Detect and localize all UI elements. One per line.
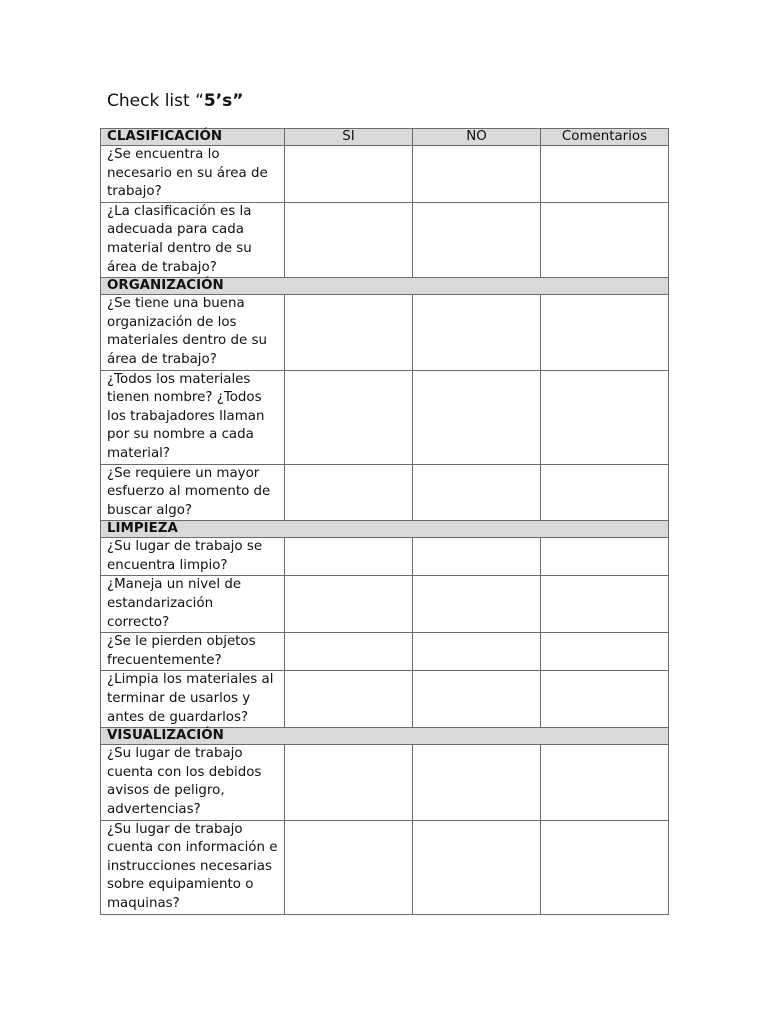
- page-title-bold: 5’s”: [203, 91, 244, 111]
- no-answer-cell[interactable]: [413, 633, 541, 671]
- section-label: LIMPIEZA: [101, 521, 669, 538]
- no-answer-cell[interactable]: [413, 576, 541, 633]
- comments-cell[interactable]: [541, 633, 669, 671]
- question-cell: ¿Su lugar de trabajo cuenta con información e instrucciones necesarias sobre equipamiento o maquinas?: [101, 820, 285, 914]
- no-answer-cell[interactable]: [413, 671, 541, 728]
- si-answer-cell[interactable]: [285, 146, 413, 203]
- comments-cell[interactable]: [541, 202, 669, 277]
- si-answer-cell[interactable]: [285, 820, 413, 914]
- table-row: [101, 202, 669, 277]
- table-row: [101, 820, 669, 914]
- table-row: [101, 671, 669, 728]
- section-label: CLASIFICACIÓN: [101, 129, 285, 146]
- si-answer-cell[interactable]: [285, 671, 413, 728]
- question-cell: ¿Maneja un nivel de estandarización correcto?: [101, 576, 285, 633]
- comments-cell[interactable]: [541, 576, 669, 633]
- comments-cell[interactable]: [541, 745, 669, 820]
- table-row: [101, 146, 669, 203]
- table-row: [101, 295, 669, 370]
- si-answer-cell[interactable]: [285, 202, 413, 277]
- comments-cell[interactable]: [541, 820, 669, 914]
- comments-cell[interactable]: [541, 370, 669, 464]
- comments-cell[interactable]: [541, 538, 669, 576]
- si-answer-cell[interactable]: [285, 633, 413, 671]
- si-answer-cell[interactable]: [285, 370, 413, 464]
- page-title: [107, 90, 243, 112]
- question-cell: ¿La clasificación es la adecuada para cada material dentro de su área de trabajo?: [101, 202, 285, 277]
- question-cell: ¿Limpia los materiales al terminar de usarlos y antes de guardarlos?: [101, 671, 285, 728]
- comments-cell[interactable]: [541, 295, 669, 370]
- question-cell: ¿Su lugar de trabajo cuenta con los debidos avisos de peligro, advertencias?: [101, 745, 285, 820]
- section-header-row: [101, 521, 669, 538]
- section-label: ORGANIZACIÓN: [101, 278, 669, 295]
- question-cell: ¿Todos los materiales tienen nombre? ¿Todos los trabajadores llaman por su nombre a cada material?: [101, 370, 285, 464]
- column-header-no: NO: [413, 129, 541, 146]
- question-cell: ¿Se requiere un mayor esfuerzo al momento de buscar algo?: [101, 464, 285, 521]
- table-row: [101, 576, 669, 633]
- question-cell: ¿Se encuentra lo necesario en su área de trabajo?: [101, 146, 285, 203]
- no-answer-cell[interactable]: [413, 538, 541, 576]
- no-answer-cell[interactable]: [413, 745, 541, 820]
- section-header-row: [101, 129, 669, 146]
- question-cell: ¿Su lugar de trabajo se encuentra limpio?: [101, 538, 285, 576]
- si-answer-cell[interactable]: [285, 538, 413, 576]
- no-answer-cell[interactable]: [413, 820, 541, 914]
- column-header-comments: Comentarios: [541, 129, 669, 146]
- no-answer-cell[interactable]: [413, 464, 541, 521]
- table-row: [101, 745, 669, 820]
- si-answer-cell[interactable]: [285, 295, 413, 370]
- table-row: [101, 538, 669, 576]
- table-row: [101, 633, 669, 671]
- page-title-prefix: Check list “: [107, 91, 204, 111]
- section-header-row: [101, 728, 669, 745]
- column-header-si: SI: [285, 129, 413, 146]
- si-answer-cell[interactable]: [285, 745, 413, 820]
- no-answer-cell[interactable]: [413, 295, 541, 370]
- section-header-row: [101, 278, 669, 295]
- comments-cell[interactable]: [541, 671, 669, 728]
- no-answer-cell[interactable]: [413, 202, 541, 277]
- comments-cell[interactable]: [541, 146, 669, 203]
- si-answer-cell[interactable]: [285, 576, 413, 633]
- table-row: [101, 370, 669, 464]
- no-answer-cell[interactable]: [413, 146, 541, 203]
- checklist-table: [100, 128, 669, 915]
- section-label: VISUALIZACIÓN: [101, 728, 669, 745]
- no-answer-cell[interactable]: [413, 370, 541, 464]
- question-cell: ¿Se tiene una buena organización de los materiales dentro de su área de trabajo?: [101, 295, 285, 370]
- comments-cell[interactable]: [541, 464, 669, 521]
- question-cell: ¿Se le pierden objetos frecuentemente?: [101, 633, 285, 671]
- si-answer-cell[interactable]: [285, 464, 413, 521]
- table-row: [101, 464, 669, 521]
